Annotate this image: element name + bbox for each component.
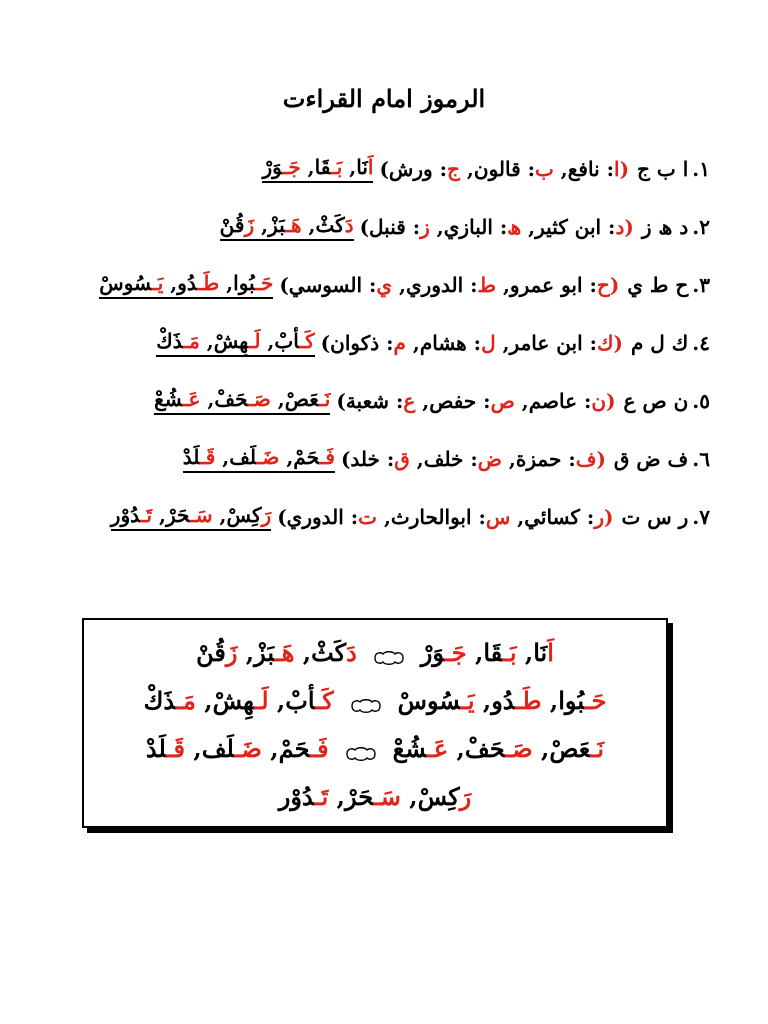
row-number: ٧.	[692, 505, 710, 529]
summary-word-rest: كِسْ	[417, 781, 460, 811]
reader-name: الدوري	[406, 273, 464, 297]
colon: :	[389, 389, 404, 413]
mnemonic-word	[315, 213, 353, 237]
row-letters: ح ط ي	[627, 273, 689, 297]
summary-word-accent: سَـ	[373, 781, 401, 811]
summary-word-accent: صَـ	[505, 733, 533, 763]
row-letters: ن ص ع	[623, 389, 689, 413]
mnemonic-word	[214, 387, 270, 411]
close-paren: )	[359, 215, 370, 239]
summary-word	[213, 686, 269, 715]
mnemonic-word	[233, 271, 273, 295]
comma: ,	[219, 271, 234, 295]
mnemonic-word	[183, 445, 216, 469]
summary-word	[558, 686, 606, 715]
mnemonic-word	[293, 445, 335, 469]
colon: :	[579, 505, 595, 529]
reader-name: السوسي	[288, 273, 363, 297]
comma: ,	[260, 329, 275, 353]
mnemonic-word-rest: بُوا	[233, 271, 256, 295]
summary-word	[146, 734, 185, 763]
comma: ,	[541, 685, 559, 715]
reader-name: ابن عامر	[509, 331, 583, 355]
mnemonic-word	[220, 213, 254, 237]
reader-name: حمزة	[515, 447, 562, 471]
summary-word-rest: بُوا	[558, 685, 585, 715]
summary-word-rest: دُوْر	[278, 781, 315, 811]
summary-word-accent: فَـ	[310, 733, 329, 763]
summary-word-rest: دُو	[491, 685, 516, 715]
mnemonic-word-rest: حَفْ	[214, 387, 248, 411]
mnemonic-word-rest: ذَكْ	[156, 329, 184, 353]
reader-name: ابو عمرو	[509, 273, 583, 297]
summary-word-accent: تَـ	[314, 781, 329, 811]
open-paren: (	[619, 157, 630, 181]
row-number: ٣.	[692, 273, 710, 297]
summary-word	[285, 686, 333, 715]
mnemonic-words	[111, 503, 271, 531]
code-row	[50, 140, 710, 198]
comma: ,	[495, 273, 510, 297]
mnemonic-word-rest: لَدْ	[182, 445, 200, 469]
reader-names	[379, 157, 629, 181]
mnemonic-word-rest: أبْ	[274, 329, 300, 353]
reader-names	[321, 331, 623, 355]
summary-word-accent: جَـ	[444, 637, 467, 667]
summary-group	[279, 782, 471, 811]
row-number: ١.	[692, 157, 710, 181]
comma: ,	[184, 733, 202, 763]
reader-name: عاصم	[528, 389, 578, 413]
mnemonic-word-accent: حَـ	[255, 271, 274, 295]
row-letters: د ھ ز	[641, 215, 689, 239]
reader-code: ق	[394, 447, 410, 471]
summary-word	[398, 686, 475, 715]
summary-word-accent: يَـ	[460, 685, 475, 715]
row-number: ٤.	[692, 331, 710, 355]
reader-name: ورش	[388, 157, 433, 181]
open-paren: (	[606, 389, 616, 413]
summary-word-accent: عَـ	[426, 733, 449, 763]
mnemonic-word	[285, 387, 331, 411]
row-letters: ر س ت	[621, 505, 689, 529]
summary-word	[393, 734, 449, 763]
summary-word	[345, 782, 401, 811]
mnemonic-word	[177, 271, 219, 295]
comma: ,	[429, 215, 444, 239]
summary-word-accent: لَـ	[254, 685, 269, 715]
colon: :	[476, 389, 491, 413]
reader-code: ط	[477, 273, 496, 297]
mnemonic-word-accent: سَـ	[189, 503, 213, 527]
mnemonic-word	[227, 503, 272, 527]
mnemonic-word-accent: دَ	[344, 213, 354, 237]
reader-name: قالون	[473, 157, 521, 181]
reader-name: حفص	[429, 389, 477, 413]
summary-word-rest: لَف	[201, 733, 235, 763]
row-number: ٥.	[692, 389, 710, 413]
reader-code: ي	[376, 273, 393, 297]
summary-word-accent: ضَـ	[234, 733, 262, 763]
mnemonic-word-accent: يَـ	[151, 271, 164, 295]
mnemonic-word-accent: عَـ	[182, 387, 201, 411]
mnemonic-word-rest: سُوسْ	[99, 271, 152, 295]
summary-word-rest: عَصْ	[549, 733, 591, 763]
mnemonic-word-rest: حَرْ	[165, 503, 190, 527]
comma: ,	[516, 637, 534, 667]
summary-word-accent: قَـ	[166, 733, 185, 763]
reader-code-list	[50, 140, 710, 546]
mnemonic-word-accent: صَـ	[247, 387, 271, 411]
reader-name: البازي	[443, 215, 493, 239]
mnemonic-word-accent: تَـ	[140, 503, 153, 527]
mnemonic-word-accent: قَـ	[199, 445, 216, 469]
comma: ,	[415, 389, 430, 413]
close-paren: )	[279, 273, 289, 297]
comma: ,	[301, 213, 316, 237]
reader-code: ن	[591, 389, 607, 413]
comma: ,	[261, 733, 279, 763]
mnemonic-word-rest: عَصْ	[284, 387, 319, 411]
summary-word-rest: هِشْ	[212, 685, 255, 715]
mnemonic-words	[262, 155, 373, 183]
comma: ,	[163, 271, 178, 295]
mnemonic-word-accent: كَـ	[299, 329, 315, 353]
colon: :	[432, 157, 448, 181]
summary-word-rest: كَثْ	[311, 637, 347, 667]
comma: ,	[294, 637, 312, 667]
comma: ,	[212, 503, 227, 527]
summary-word	[491, 686, 541, 715]
mnemonic-word-accent: مَـ	[183, 329, 200, 353]
reader-name: ابن كثير	[535, 215, 602, 239]
close-paren: )	[379, 157, 389, 181]
summary-word	[465, 734, 533, 763]
mnemonic-word	[229, 445, 279, 469]
comma: ,	[553, 157, 568, 181]
summary-word	[421, 638, 467, 667]
summary-word	[202, 734, 262, 763]
mnemonic-word	[274, 329, 314, 353]
summary-word-rest: حَفْ	[464, 733, 506, 763]
comma: ,	[466, 637, 484, 667]
summary-word	[418, 782, 472, 811]
reader-names	[341, 447, 606, 471]
comma: ,	[409, 447, 424, 471]
mnemonic-word-accent: فَـ	[319, 445, 335, 469]
comma: ,	[459, 157, 474, 181]
summary-word	[311, 638, 357, 667]
reader-code: ا	[614, 157, 620, 181]
mnemonic-word-rest: لَف	[229, 445, 257, 469]
mnemonic-word-accent: بَـ	[330, 155, 343, 179]
colon: :	[582, 331, 597, 355]
reader-code: ب	[535, 157, 554, 181]
summary-word-rest: سُوسْ	[397, 685, 461, 715]
summary-word-accent: دَ	[346, 637, 357, 667]
summary-group	[144, 686, 334, 715]
summary-word-accent: طَـ	[515, 685, 542, 715]
mnemonic-word-accent: اَ	[367, 155, 374, 179]
summary-group	[393, 734, 604, 763]
mnemonic-words	[220, 213, 354, 241]
comma: ,	[392, 273, 406, 297]
comma: ,	[199, 329, 214, 353]
mnemonic-word-rest: قَا	[314, 155, 331, 179]
code-row	[50, 488, 710, 546]
mnemonic-word-accent: طَـ	[197, 271, 220, 295]
comma: ,	[376, 505, 391, 529]
reader-names	[336, 389, 615, 413]
row-number: ٢.	[692, 215, 710, 239]
colon: :	[492, 215, 508, 239]
separator-ornament-icon	[371, 644, 407, 660]
mnemonic-word-accent: ضَـ	[256, 445, 280, 469]
summary-word-rest: قَا	[483, 637, 503, 667]
code-row	[50, 198, 710, 256]
comma: ,	[200, 387, 215, 411]
close-paren: )	[320, 331, 331, 355]
comma: ,	[342, 155, 357, 179]
summary-word-accent: حَـ	[584, 685, 607, 715]
comma: ,	[300, 155, 315, 179]
colon: :	[362, 273, 377, 297]
reader-code: ت	[358, 505, 377, 529]
comma: ,	[279, 445, 294, 469]
reader-code: ر	[594, 505, 604, 529]
close-paren: )	[277, 505, 287, 529]
summary-word-rest: لَدْ	[145, 733, 167, 763]
summary-word-rest: وَرْ	[420, 637, 445, 667]
summary-word	[549, 734, 604, 763]
reader-name: ذكوان	[330, 331, 380, 355]
colon: :	[466, 331, 482, 355]
reader-code: ع	[403, 389, 416, 413]
mnemonic-word-rest: دُو	[177, 271, 198, 295]
reader-name: خلد	[350, 447, 380, 471]
close-paren: )	[340, 447, 351, 471]
summary-word	[279, 782, 329, 811]
summary-line	[84, 772, 666, 820]
code-row	[50, 314, 710, 372]
mnemonic-word	[154, 387, 200, 411]
comma: ,	[215, 445, 230, 469]
summary-word-rest: حَمْ	[278, 733, 311, 763]
open-paren: (	[609, 273, 620, 297]
mnemonic-word-accent: ھَـ	[285, 213, 302, 237]
code-row	[50, 372, 710, 430]
reader-code: ص	[490, 389, 515, 413]
mnemonic-word	[315, 155, 343, 179]
summary-group	[421, 638, 554, 667]
reader-names	[360, 215, 634, 239]
mnemonic-word-rest: كِسْ	[226, 503, 262, 527]
summary-box	[82, 618, 668, 828]
comma: ,	[237, 637, 255, 667]
reader-code: ل	[481, 331, 496, 355]
summary-line	[84, 724, 666, 772]
comma: ,	[405, 331, 420, 355]
row-letters: ا ب ج	[637, 157, 689, 181]
comma: ,	[474, 685, 492, 715]
mnemonic-words	[156, 329, 314, 357]
summary-word-accent: مَـ	[175, 685, 196, 715]
comma: ,	[495, 331, 510, 355]
mnemonic-words	[154, 387, 330, 415]
summary-word-rest: ذَكْ	[143, 685, 176, 715]
summary-word-accent: كَـ	[315, 685, 334, 715]
mnemonic-word-accent: زَ	[244, 213, 255, 237]
mnemonic-word	[214, 329, 261, 353]
code-row	[50, 256, 710, 314]
separator-ornament-icon	[348, 692, 384, 708]
mnemonic-word-accent: رَ	[261, 503, 272, 527]
colon: :	[471, 505, 486, 529]
reader-code: م	[393, 331, 406, 355]
reader-code: س	[485, 505, 511, 529]
mnemonic-word-accent: جَـ	[282, 155, 301, 179]
row-letters: ف ض ق	[613, 447, 689, 471]
mnemonic-words	[183, 445, 335, 473]
colon: :	[577, 389, 592, 413]
colon: :	[379, 331, 394, 355]
reader-name: الدوري	[286, 505, 344, 529]
reader-code: ھ	[507, 215, 522, 239]
comma: ,	[268, 685, 286, 715]
colon: :	[599, 157, 615, 181]
mnemonic-word-rest: وَرْ	[262, 155, 283, 179]
summary-word	[254, 638, 294, 667]
comma: ,	[448, 733, 465, 763]
summary-word-accent: ھَـ	[274, 637, 295, 667]
mnemonic-word	[156, 329, 200, 353]
mnemonic-word-rest: كَثْ	[315, 213, 345, 237]
summary-word-rest: أبْ	[285, 685, 316, 715]
mnemonic-word-rest: نَا	[356, 155, 368, 179]
summary-word	[144, 686, 196, 715]
summary-group	[398, 686, 607, 715]
reader-code: ف	[575, 447, 597, 471]
page-title: الرموز امام القراءت	[282, 84, 486, 113]
reader-names	[279, 273, 619, 297]
comma: ,	[328, 781, 345, 811]
reader-name: كسائي	[524, 505, 580, 529]
comma: ,	[400, 781, 418, 811]
summary-word-rest: بَزْ	[254, 637, 275, 667]
summary-line	[84, 628, 666, 676]
reader-code: ح	[596, 273, 610, 297]
summary-group	[146, 734, 329, 763]
mnemonic-word-rest: حَمْ	[293, 445, 320, 469]
separator-ornament-icon	[343, 740, 379, 756]
summary-word-accent: رَ	[459, 781, 472, 811]
row-number: ٦.	[692, 447, 710, 471]
reader-name: نافع	[567, 157, 600, 181]
mnemonic-word	[262, 155, 300, 179]
summary-word-rest: قُنْ	[196, 637, 226, 667]
code-row	[50, 430, 710, 488]
comma: ,	[195, 685, 213, 715]
reader-name: شعبة	[345, 389, 389, 413]
mnemonic-word-rest: قُنْ	[219, 213, 245, 237]
summary-group	[196, 638, 357, 667]
reader-name: خلف	[423, 447, 464, 471]
comma: ,	[532, 733, 550, 763]
reader-name: هشام	[419, 331, 467, 355]
mnemonic-word-accent: لَـ	[248, 329, 261, 353]
colon: :	[405, 215, 421, 239]
comma: ,	[521, 215, 536, 239]
mnemonic-word	[268, 213, 301, 237]
colon: :	[561, 447, 576, 471]
row-letters: ك ل م	[630, 331, 689, 355]
mnemonic-word	[111, 503, 152, 527]
reader-code: ض	[477, 447, 502, 471]
open-paren: (	[624, 215, 634, 239]
colon: :	[379, 447, 395, 471]
mnemonic-word-rest: دُوْر	[110, 503, 141, 527]
summary-word-rest: نَا	[533, 637, 548, 667]
reader-name: قنبل	[369, 215, 406, 239]
comma: ,	[152, 503, 166, 527]
summary-word-accent: نَـ	[590, 733, 605, 763]
colon: :	[601, 215, 616, 239]
colon: :	[463, 447, 478, 471]
mnemonic-word	[99, 271, 163, 295]
close-paren: )	[336, 389, 346, 413]
summary-word	[483, 638, 516, 667]
colon: :	[520, 157, 536, 181]
open-paren: (	[603, 505, 614, 529]
mnemonic-word	[356, 155, 373, 179]
summary-word	[196, 638, 237, 667]
mnemonic-word-rest: بَزْ	[268, 213, 286, 237]
colon: :	[463, 273, 478, 297]
colon: :	[582, 273, 597, 297]
comma: ,	[501, 447, 516, 471]
mnemonic-words	[99, 271, 273, 299]
mnemonic-word-accent: نَـ	[318, 387, 331, 411]
summary-word-accent: بَـ	[502, 637, 517, 667]
comma: ,	[510, 505, 525, 529]
summary-word-accent: اَ	[547, 637, 554, 667]
reader-code: د	[615, 215, 625, 239]
summary-word-accent: زَ	[225, 637, 238, 667]
reader-names	[277, 505, 613, 529]
open-paren: (	[596, 447, 606, 471]
reader-code: ج	[447, 157, 460, 181]
comma: ,	[270, 387, 285, 411]
colon: :	[343, 505, 359, 529]
comma: ,	[254, 213, 269, 237]
reader-name: ابوالحارث	[390, 505, 472, 529]
summary-line	[84, 676, 666, 724]
reader-code: ز	[420, 215, 430, 239]
open-paren: (	[613, 331, 623, 355]
comma: ,	[514, 389, 529, 413]
summary-word	[279, 734, 329, 763]
mnemonic-word-rest: شُعْ	[154, 387, 183, 411]
summary-word-rest: حَرْ	[345, 781, 374, 811]
mnemonic-word-rest: هِشْ	[213, 329, 249, 353]
mnemonic-word	[166, 503, 213, 527]
summary-word-rest: شُعْ	[392, 733, 427, 763]
summary-word	[533, 638, 554, 667]
reader-code: ك	[597, 331, 614, 355]
